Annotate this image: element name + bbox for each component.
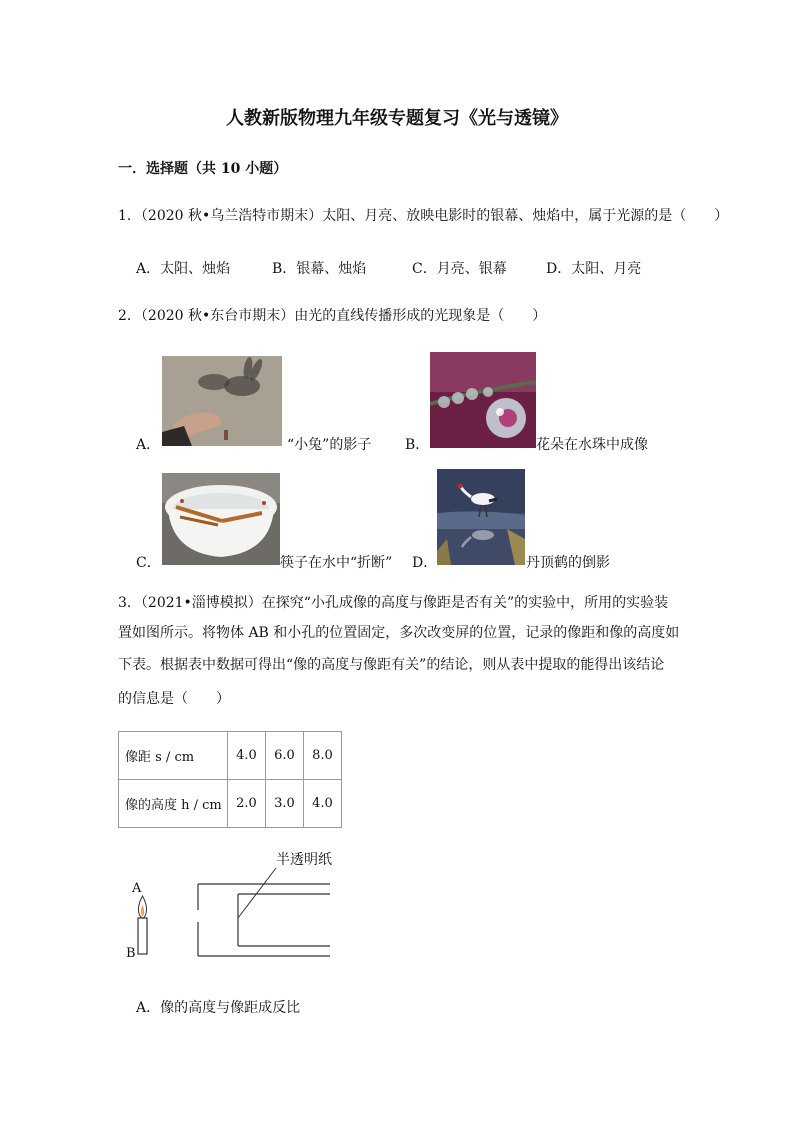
row-label-image-height: 像的高度 h / cm: [119, 780, 228, 828]
question-3-line-3: 下表。根据表中数据可得出“像的高度与像距有关”的结论，则从表中提取的能得出该结论: [118, 657, 665, 673]
flower-droplet-photo: [430, 352, 536, 448]
rabbit-shadow-photo: [162, 356, 282, 446]
q2-option-b-letter: B．: [405, 437, 430, 453]
q3-option-a: A．像的高度与像距成反比: [136, 1000, 301, 1016]
q2-option-a-caption: “小兔”的影子: [287, 437, 372, 453]
table-row: [119, 732, 342, 780]
q2-option-c-letter: C．: [136, 555, 161, 571]
question-2-stem: 2．（2020 秋•东台市期末）由光的直线传播形成的光现象是（ ）: [118, 308, 547, 324]
question-3-line-2: 置如图所示。将物体 AB 和小孔的位置固定，多次改变屏的位置，记录的像距和像的高度如: [118, 625, 680, 641]
q2-option-c-caption: 筷子在水中“折断”: [280, 555, 393, 571]
question-1-stem: 1．（2020 秋•乌兰浩特市期末）太阳、月亮、放映电影时的银幕、烛焰中，属于光源的是（ ）: [118, 208, 729, 224]
screen-label: 半透明纸: [276, 852, 332, 868]
q2-option-d-letter: D．: [412, 555, 438, 571]
crane-reflection-photo: [437, 469, 525, 565]
q1-option-a: A．太阳、烛焰: [136, 261, 231, 277]
table-cell: 3.0: [266, 780, 304, 828]
q1-option-c: C．月亮、银幕: [412, 261, 507, 277]
table-cell: 4.0: [304, 780, 342, 828]
question-3-line-4: 的信息是（ ）: [118, 691, 230, 707]
q2-option-b-caption: 花朵在水珠中成像: [536, 437, 648, 453]
table-row: [119, 780, 342, 828]
label-b: B: [126, 946, 136, 961]
chopsticks-bowl-photo: [162, 473, 280, 565]
table-cell: 8.0: [304, 732, 342, 780]
page-title: 人教新版物理九年级专题复习《光与透镜》: [226, 108, 568, 129]
q2-option-a-letter: A．: [136, 437, 161, 453]
q1-option-b: B．银幕、烛焰: [272, 261, 367, 277]
row-label-image-distance: 像距 s / cm: [119, 732, 228, 780]
label-a: A: [132, 881, 142, 896]
data-table: [118, 731, 342, 828]
table-cell: 2.0: [228, 780, 266, 828]
q1-option-d: D．太阳、月亮: [546, 261, 642, 277]
q2-option-d-caption: 丹顶鹤的倒影: [526, 555, 610, 571]
question-3-line-1: 3．（2021•淄博模拟）在探究“小孔成像的高度与像距是否有关”的实验中，所用的实验装: [118, 595, 669, 611]
table-cell: 6.0: [266, 732, 304, 780]
section-heading: 一．选择题（共 10 小题）: [118, 161, 288, 177]
table-cell: 4.0: [228, 732, 266, 780]
